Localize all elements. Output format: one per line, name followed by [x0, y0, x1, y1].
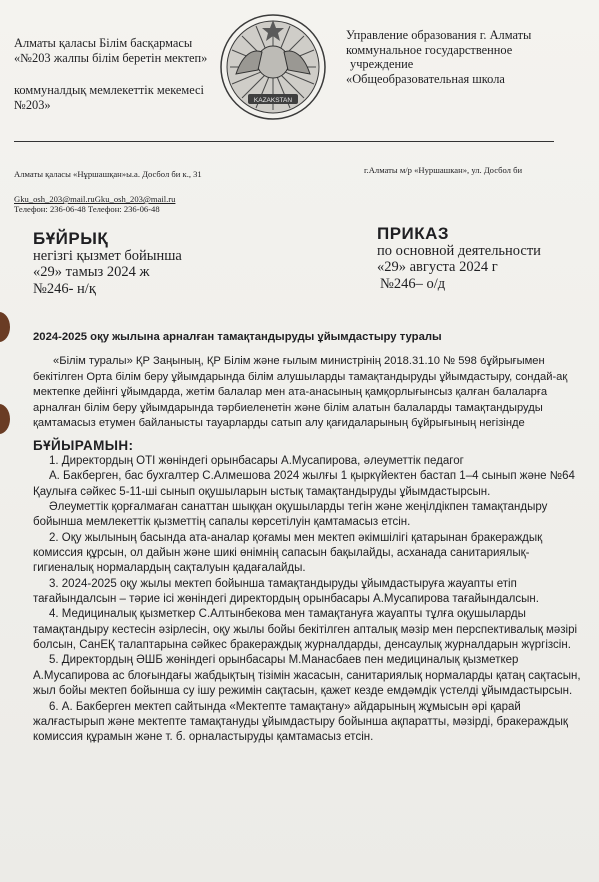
decree-paragraph: 4. Медициналық қызметкер С.Алтынбекова мен тамақтануға жауапты тұлға оқушыларды тамақтандыру кестесін әзірлесін, оқу жылы бойы бекітілген апталық мәзір мен перспективалық мәзірі болсын, СанЕҚ талаптарына сәйкес бракераждық журналдарды, денсаулық журналдарын жүргізсін.: [33, 608, 578, 652]
order-date-kz: «29» тамыз 2024 ж: [33, 264, 150, 280]
order-title-ru: ПРИКАЗ: [377, 224, 450, 243]
order-subject: 2024-2025 оқу жылына арналған тамақтандыруды ұйымдастыру туралы: [33, 331, 442, 343]
order-title-kz: БҰЙРЫҚ: [33, 229, 109, 248]
header-line: коммуналдық мемлекеттік мекемесі: [14, 83, 205, 97]
order-date-ru: «29» августа 2024 г: [377, 259, 498, 275]
header-line: учреждение: [350, 57, 414, 71]
header-line: коммунальное государственное: [346, 42, 513, 57]
order-kz: [33, 231, 182, 297]
header-line: Управление образования г. Алматы: [346, 28, 532, 42]
contact-block: [14, 194, 175, 214]
decree-paragraph: 6. А. Бакберген мектеп сайтында «Мектепте тамақтану» айдарының жұмысын әрі қарай жалғастырып және мектепте тамақтануды ұйымдастыру бойынша ақпаратты, мәзірді, бракераждық комиссия құрамын және т. б. орналастыруды қамтамасыз етсін.: [33, 700, 568, 744]
emblem-text: KAZAKSTAN: [253, 97, 293, 104]
decree-paragraph: Әлеуметтік қорғалмаған санаттан шыққан оқушыларды тегін және жеңілдікпен тамақтандыру бойынша мемлекеттік қызметтің сапалы көрсетілуін қамтамасыз етсін.: [33, 501, 548, 529]
order-ru: [377, 226, 541, 292]
decree-paragraph: 3. 2024-2025 оқу жылы мектеп бойынша тамақтандыруды ұйымдастыруға жауапты етіп тағайындалсын – тәрие ісі жөніндегі директордың орынбасары А.Мусапирова тағайындалсын.: [33, 577, 539, 606]
punch-hole: [0, 404, 10, 434]
header-line: «Общеобразовательная школа: [346, 71, 505, 86]
decree-section: [33, 438, 583, 746]
preamble-text: «Білім туралы» ҚР Заңының, ҚР Білім және ғылым министрінің 2018.31.10 № 598 бұйрығымен бекітілген Орта білім беру ұйымдарында білім алушыларды тамақтандыруды ұйымдастыру, сондай-ақ мектепке дейінгі ұйымдарда, жетім балалар мен ата-анасының қамқорлығынсыз қалған балаларға арналған білім беру ұйымдарында тәрбиеленетін және білім алатын балаларды тамақтандыруды қамтамасыз етумен байланысты тауарларды сатып алу қағидаларының бұйрығының негізінде: [33, 355, 568, 429]
address-ru: г.Алматы м/р «Нуршашкан», ул. Досбол би: [364, 165, 523, 175]
order-number-kz: №246- н/қ: [33, 280, 96, 297]
header-line: «№203 жалпы білім беретін мектеп»: [14, 50, 208, 65]
address-kz: Алматы қаласы «Нұршашқан»ы.а. Досбол би к., 31: [14, 169, 202, 179]
phone-text: Телефон: 236-06-48 Телефон: 236-06-48: [14, 204, 160, 214]
email-text: Gku_osh_203@mail.ruGku_osh_203@mail.ru: [14, 194, 176, 204]
header-line: Алматы қаласы Білім басқармасы: [14, 36, 193, 50]
state-emblem-icon: [218, 12, 328, 122]
punch-hole: [0, 312, 10, 342]
decree-paragraph: А. Бакберген, бас бухгалтер С.Алмешова 2024 жылғы 1 қыркүйектен бастап 1–4 сынып және №64 Қаулыға сәйкес 5-11-ші сынып оқушыларын ыстық тамақтандыруды ұйымдастырсын.: [33, 470, 575, 498]
header-left-kz: [14, 36, 224, 112]
header-line: №203»: [14, 97, 51, 112]
decree-paragraph: 2. Оқу жылының басында ата-аналар қоғамы мен мектеп әкімшілігі қатарынан бракераждық комиссия құрсын, ол дайын және шикі өнімнің сапасын бақылайды, асханада санитариялық-гигиеналық нормалардың сақталуын қадағалайды.: [33, 531, 543, 575]
header-divider: [14, 141, 554, 142]
order-basis-ru: по основной деятельности: [377, 242, 541, 259]
header-right-ru: [346, 28, 586, 86]
decree-paragraph: 1. Директордың ОТІ жөніндегі орынбасары А.Мусапирова, әлеуметтік педагог: [49, 455, 464, 467]
decree-paragraph: 5. Директордың ӘШБ жөніндегі орынбасары М.Манасбаев пен медициналық қызметкер А.Мусапирова ас блоғындағы жабдықтың тізімін жасасын, санитариялық нормаларды қатаң сақтасын, жыл бойы мектеп бойынша су ішу режимін сақтасын, қажет кезде емдәмдік үстелді ұйымдастырсын.: [33, 654, 581, 698]
decree-heading: БҰЙЫРАМЫН:: [33, 438, 134, 453]
order-basis-kz: негізгі қызмет бойынша: [33, 247, 182, 264]
order-number-ru: №246– о/д: [380, 275, 446, 292]
